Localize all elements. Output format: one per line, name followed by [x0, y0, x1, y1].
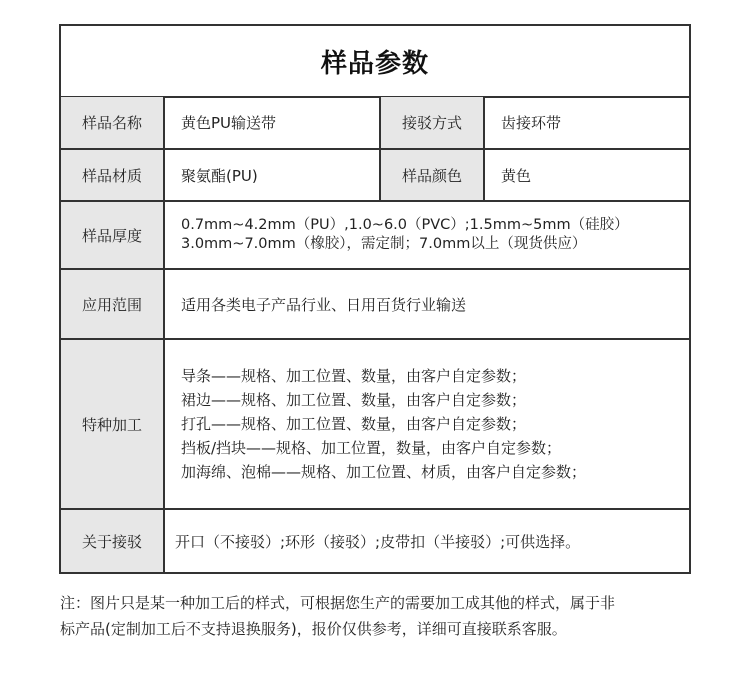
label-joint-method: 接驳方式 — [381, 97, 483, 148]
value-sample-name: 黄色PU输送带 — [181, 114, 277, 132]
value-application: 适用各类电子产品行业、日用百货行业输送 — [181, 295, 467, 314]
value-about-joint: 开口（不接驳）;环形（接驳）;皮带扣（半接驳）;可供选择。 — [175, 532, 581, 551]
value-joint-method: 齿接环带 — [501, 114, 562, 132]
footnote-line: 注：图片只是某一种加工后的样式，可根据您生产的需要加工成其他的样式，属于非 — [60, 594, 616, 612]
table-title: 样品参数 — [61, 26, 689, 98]
column-divider — [379, 97, 381, 200]
thickness-line: 0.7mm~4.2mm（PU）,1.0~6.0（PVC）;1.5mm~5mm（硅胶） — [181, 217, 629, 233]
processing-line: 打孔——规格、加工位置、数量，由客户自定参数； — [181, 415, 527, 433]
label-sample-thickness: 样品厚度 — [61, 202, 163, 268]
processing-line: 裙边——规格、加工位置、数量，由客户自定参数； — [181, 391, 527, 409]
value-sample-material: 聚氨酯(PU) — [181, 166, 258, 185]
thickness-line: 3.0mm~7.0mm（橡胶），需定制；7.0mm以上（现货供应） — [181, 236, 587, 252]
column-divider — [483, 97, 485, 200]
processing-line: 加海绵、泡棉——规格、加工位置、材质，由客户自定参数； — [181, 463, 587, 481]
value-special-processing — [165, 340, 689, 508]
parameter-table — [59, 24, 691, 574]
footnote-line: 标产品(定制加工后不支持退换服务)，报价仅供参考，详细可直接联系客服。 — [60, 620, 567, 638]
label-application: 应用范围 — [61, 270, 163, 338]
label-sample-color: 样品颜色 — [381, 150, 483, 200]
footnote — [60, 590, 700, 642]
label-sample-material: 样品材质 — [61, 150, 163, 200]
label-about-joint: 关于接驳 — [61, 510, 163, 572]
processing-line: 挡板/挡块——规格、加工位置，数量，由客户自定参数； — [181, 439, 562, 457]
value-sample-color: 黄色 — [501, 166, 532, 185]
column-divider — [163, 97, 165, 572]
label-sample-name: 样品名称 — [61, 97, 163, 148]
value-sample-thickness — [165, 202, 689, 268]
processing-line: 导条——规格、加工位置、数量，由客户自定参数； — [181, 367, 527, 385]
label-special-processing: 特种加工 — [61, 340, 163, 508]
